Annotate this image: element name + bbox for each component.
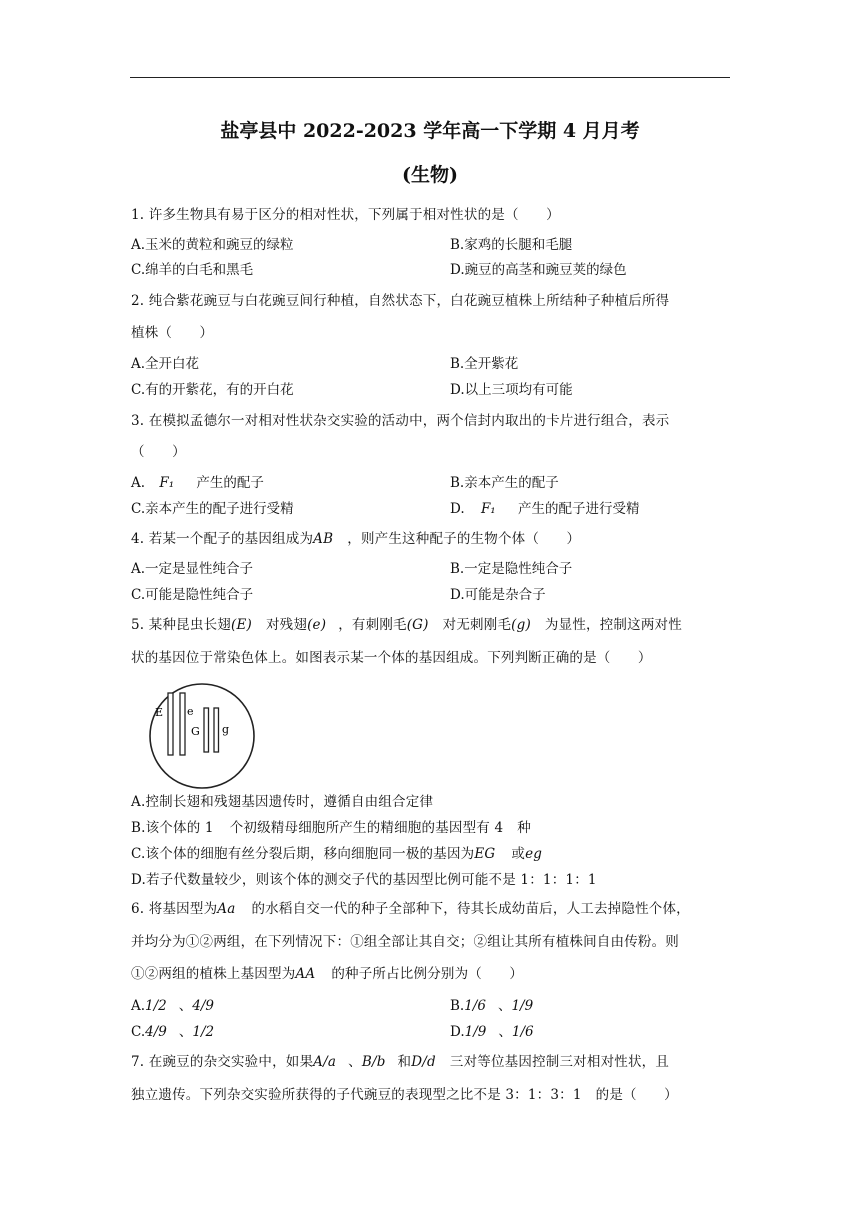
q4-stem [131, 527, 580, 547]
page-subtitle: (生物) [402, 164, 458, 186]
q6-stem-line1 [131, 897, 690, 917]
q5-c-math-2: eg [525, 846, 543, 862]
gene-label-G: G [191, 725, 200, 738]
q6-a-letter: A. [131, 998, 146, 1014]
q7-text-4: 独立遗传。下列杂交实验所获得的子代豌豆的表现型之比不是 3：1：3：1 [131, 1087, 582, 1103]
gene-label-e: e [187, 705, 194, 718]
q3-option-c: C.亲本产生的配子进行受精 [131, 501, 294, 517]
q5-b-text-3: 种 [517, 820, 531, 836]
q5-stem-line2: 状的基因位于常染色体上。如图表示某一个体的基因组成。下列判断正确的是（ ） [131, 650, 652, 666]
q3-stem-line1: 3. 在模拟孟德尔一对相对性状杂交实验的活动中，两个信封内取出的卡片进行组合，表示 [131, 413, 670, 429]
q6-c-math-2: 1/2 [192, 1024, 215, 1040]
q6-option-a [131, 994, 214, 1014]
q5-option-b [131, 816, 531, 836]
q3-a-letter: A. [131, 475, 146, 491]
q5-option-a: A.控制长翅和残翅基因遗传时，遵循自由组合定律 [131, 794, 434, 810]
q4-stem-post: ，则产生这种配子的生物个体（ ） [347, 531, 581, 547]
q6-math-1: Aa [217, 901, 236, 917]
q5-math-1: (E) [230, 617, 252, 633]
q7-stem-line1 [131, 1050, 669, 1070]
q2-option-a: A.全开白花 [131, 356, 200, 372]
q3-d-text: 产生的配子进行受精 [518, 501, 640, 517]
q7-text-2: 和 [397, 1054, 412, 1070]
q6-option-d [450, 1020, 534, 1040]
q1-option-c: C.绵羊的白毛和黑毛 [131, 262, 254, 278]
q1-option-d: D.豌豆的高茎和豌豆荚的绿色 [450, 262, 627, 278]
q6-option-b [450, 994, 533, 1014]
q5-c-text-1: C.该个体的细胞有丝分裂后期，移向细胞同一极的基因为 [131, 846, 475, 862]
q6-stem-line2: 并均分为①②两组，在下列情况下：①组全部让其自交；②组让其所有植株间自由传粉。则 [131, 934, 679, 950]
q5-math-2: (e) [307, 617, 327, 633]
q6-b-math-1: 1/6 [464, 998, 486, 1014]
q5-text-2: 对残翅 [265, 617, 308, 633]
q3-d-letter: D. [450, 501, 465, 517]
chromosome-cell-figure [136, 680, 268, 792]
q2-stem-line2: 植株（ ） [131, 325, 214, 341]
q1-option-a: A.玉米的黄粒和豌豆的绿粒 [131, 237, 294, 253]
q5-c-math-1: EG [474, 846, 496, 862]
q5-math-4: (g) [511, 617, 531, 633]
header-rule [130, 77, 730, 78]
q6-c-letter: C. [131, 1024, 146, 1040]
q6-d-math-1: 1/9 [464, 1024, 487, 1040]
q3-stem-line2: （ ） [131, 444, 186, 460]
q7-text-1: 7. 在豌豆的杂交实验中，如果 [131, 1054, 314, 1070]
q6-d-letter: D. [450, 1024, 465, 1040]
cell-outline [150, 684, 254, 788]
q7-text-3: 三对等位基因控制三对相对性状，且 [449, 1054, 670, 1070]
q5-text-3: ，有刺刚毛 [338, 617, 407, 633]
q1-stem: 1. 许多生物具有易于区分的相对性状，下列属于相对性状的是（ ） [131, 207, 560, 223]
q4-option-d: D.可能是杂合子 [450, 587, 546, 603]
q5-text-1: 5. 某种昆虫长翅 [131, 617, 231, 633]
q5-option-d: D.若子代数量较少，则该个体的测交子代的基因型比例可能不是 1：1：1：1 [131, 872, 597, 888]
q6-d-math-2: 1/6 [511, 1024, 534, 1040]
q7-math-3: D/d [411, 1054, 436, 1070]
q3-a-math: F₁ [159, 475, 175, 491]
q6-text-2: 的水稻自交一代的种子全部种下，待其长成幼苗后，人工去掉隐性个体， [251, 901, 690, 917]
q4-option-c: C.可能是隐性纯合子 [131, 587, 254, 603]
q5-option-c [131, 842, 542, 862]
q3-d-math: F₁ [480, 501, 496, 517]
chromosome-e-left [168, 693, 173, 755]
q2-stem-line1: 2. 纯合紫花豌豆与白花豌豆间行种植，自然状态下，白花豌豆植株上所结种子种植后所得 [131, 293, 670, 309]
q6-b-letter: B. [450, 998, 465, 1014]
q3-a-text: 产生的配子 [196, 475, 264, 491]
q6-math-2: AA [295, 966, 316, 982]
gene-label-E: E [155, 706, 164, 719]
q5-b-text-2: 个初级精母细胞所产生的精细胞的基因型有 4 [229, 820, 504, 836]
q3-option-d [450, 497, 640, 517]
q6-text-1: 6. 将基因型为 [131, 901, 218, 917]
q6-b-math-2: 1/9 [511, 998, 534, 1014]
q6-b-sep: 、 [497, 998, 512, 1014]
q4-stem-math: AB [313, 531, 334, 547]
chromosome-e-right [180, 693, 185, 755]
chromosome-g-right [214, 708, 219, 752]
q5-text-4: 对无刺刚毛 [442, 617, 512, 633]
q6-text-4: 的种子所占比例分别为（ ） [331, 966, 524, 982]
q1-option-b: B.家鸡的长腿和毛腿 [450, 237, 573, 253]
q7-text-5: 的是（ ） [595, 1087, 678, 1103]
q6-c-math-1: 4/9 [145, 1024, 167, 1040]
q4-stem-pre: 4. 若某一个配子的基因组成为 [131, 531, 314, 547]
q5-text-5: 为显性，控制这两对性 [544, 617, 682, 633]
q6-a-math-2: 4/9 [192, 998, 215, 1014]
q2-option-b: B.全开紫花 [450, 356, 519, 372]
q7-math-1: A/a [313, 1054, 337, 1070]
q5-b-text-1: B.该个体的 1 [131, 820, 214, 836]
q3-option-b: B.亲本产生的配子 [450, 475, 559, 491]
q6-c-sep: 、 [178, 1024, 193, 1040]
q4-option-a: A.一定是显性纯合子 [131, 561, 254, 577]
q7-math-2: B/b [361, 1054, 386, 1070]
page-title: 盐亭县中 2022-2023 学年高一下学期 4 月月考 [220, 120, 640, 142]
chromosome-g-left [204, 708, 209, 752]
gene-label-g: g [222, 723, 230, 736]
q7-sep: 、 [348, 1054, 362, 1070]
q6-text-3: ①②两组的植株上基因型为 [131, 966, 296, 982]
q3-option-a [131, 471, 264, 491]
q5-c-text-2: 或 [511, 846, 526, 862]
q6-a-sep: 、 [178, 998, 193, 1014]
q7-stem-line2 [131, 1083, 678, 1103]
q5-math-3: (G) [406, 617, 429, 633]
q2-option-d: D.以上三项均有可能 [450, 382, 573, 398]
q4-option-b: B.一定是隐性纯合子 [450, 561, 573, 577]
q6-stem-line3 [131, 962, 523, 982]
q6-a-math-1: 1/2 [145, 998, 167, 1014]
q6-option-c [131, 1020, 214, 1040]
q6-d-sep: 、 [498, 1024, 512, 1040]
q5-stem-line1 [131, 613, 682, 633]
q2-option-c: C.有的开紫花，有的开白花 [131, 382, 294, 398]
